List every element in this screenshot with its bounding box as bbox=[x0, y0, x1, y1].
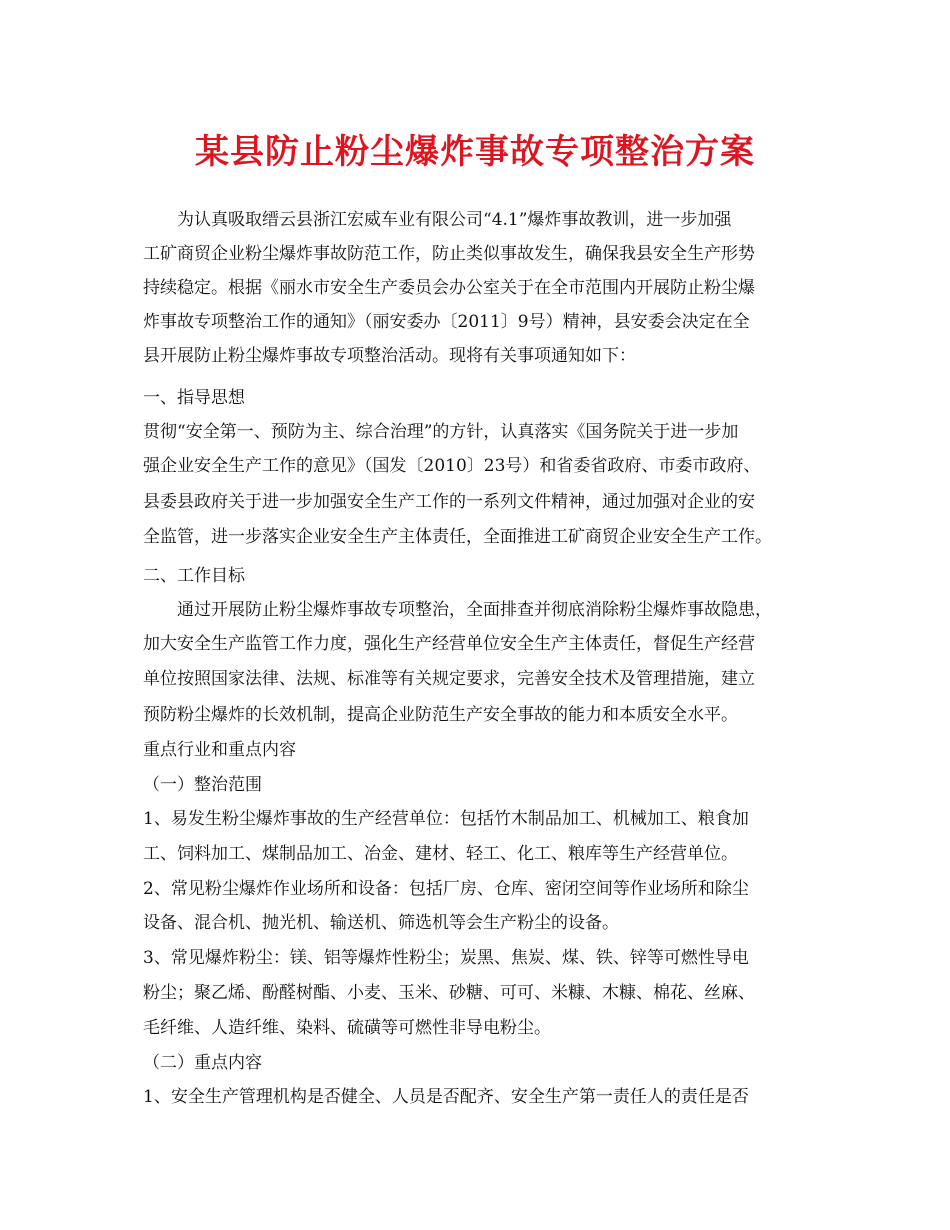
paragraph-line: 炸事故专项整治工作的通知》（丽安委办〔2011〕9号）精神，县安委会决定在全 bbox=[143, 312, 750, 332]
paragraph-line: 全监管，进一步落实企业安全生产主体责任，全面推进工矿商贸企业安全生产工作。 bbox=[143, 527, 772, 547]
subsection-heading: （一）整治范围 bbox=[143, 775, 262, 795]
paragraph-line: 为认真吸取缙云县浙江宏威车业有限公司“4.1”爆炸事故教训，进一步加强 bbox=[177, 210, 732, 230]
paragraph-line: 工、饲料加工、煤制品加工、冶金、建材、轻工、化工、粮库等生产经营单位。 bbox=[143, 844, 738, 864]
paragraph-line: 预防粉尘爆炸的长效机制，提高企业防范生产安全事故的能力和本质安全水平。 bbox=[143, 705, 738, 725]
document-title: 某县防止粉尘爆炸事故专项整治方案 bbox=[195, 132, 755, 172]
paragraph-line: 粉尘；聚乙烯、酚醛树酯、小麦、玉米、砂糖、可可、米糠、木糠、棉花、丝麻、 bbox=[143, 983, 755, 1003]
paragraph-line: 毛纤维、人造纤维、染料、硫磺等可燃性非导电粉尘。 bbox=[143, 1018, 551, 1038]
paragraph-line: 通过开展防止粉尘爆炸事故专项整治，全面排查并彻底消除粉尘爆炸事故隐患， bbox=[177, 600, 772, 620]
list-item: 1、易发生粉尘爆炸事故的生产经营单位：包括竹木制品加工、机械加工、粮食加 bbox=[143, 809, 749, 829]
paragraph-line: 单位按照国家法律、法规、标准等有关规定要求，完善安全技术及管理措施，建立 bbox=[143, 669, 755, 689]
paragraph-line: 工矿商贸企业粉尘爆炸事故防范工作，防止类似事故发生，确保我县安全生产形势 bbox=[143, 244, 755, 264]
section-heading: 一、指导思想 bbox=[143, 388, 245, 408]
paragraph-line: 持续稳定。根据《丽水市安全生产委员会办公室关于在全市范围内开展防止粉尘爆 bbox=[143, 278, 755, 298]
paragraph-line: 设备、混合机、抛光机、输送机、筛选机等会生产粉尘的设备。 bbox=[143, 913, 619, 933]
list-item: 2、常见粉尘爆炸作业场所和设备：包括厂房、仓库、密闭空间等作业场所和除尘 bbox=[143, 879, 749, 899]
section-heading: 二、工作目标 bbox=[143, 566, 245, 586]
list-item: 3、常见爆炸粉尘：镁、铝等爆炸性粉尘；炭黑、焦炭、煤、铁、锌等可燃性导电 bbox=[143, 948, 749, 968]
section-heading: 重点行业和重点内容 bbox=[143, 740, 296, 760]
paragraph-line: 县委县政府关于进一步加强安全生产工作的一系列文件精神，通过加强对企业的安 bbox=[143, 492, 755, 512]
paragraph-line: 县开展防止粉尘爆炸事故专项整治活动。现将有关事项通知如下： bbox=[143, 346, 636, 366]
paragraph-line: 贯彻“安全第一、预防为主、综合治理”的方针，认真落实《国务院关于进一步加 bbox=[143, 422, 739, 442]
list-item: 1、安全生产管理机构是否健全、人员是否配齐、安全生产第一责任人的责任是否 bbox=[143, 1087, 749, 1107]
paragraph-line: 加大安全生产监管工作力度，强化生产经营单位安全生产主体责任，督促生产经营 bbox=[143, 634, 755, 654]
paragraph-line: 强企业安全生产工作的意见》（国发〔2010〕23号）和省委省政府、市委市政府、 bbox=[143, 456, 761, 476]
subsection-heading: （二）重点内容 bbox=[143, 1053, 262, 1073]
